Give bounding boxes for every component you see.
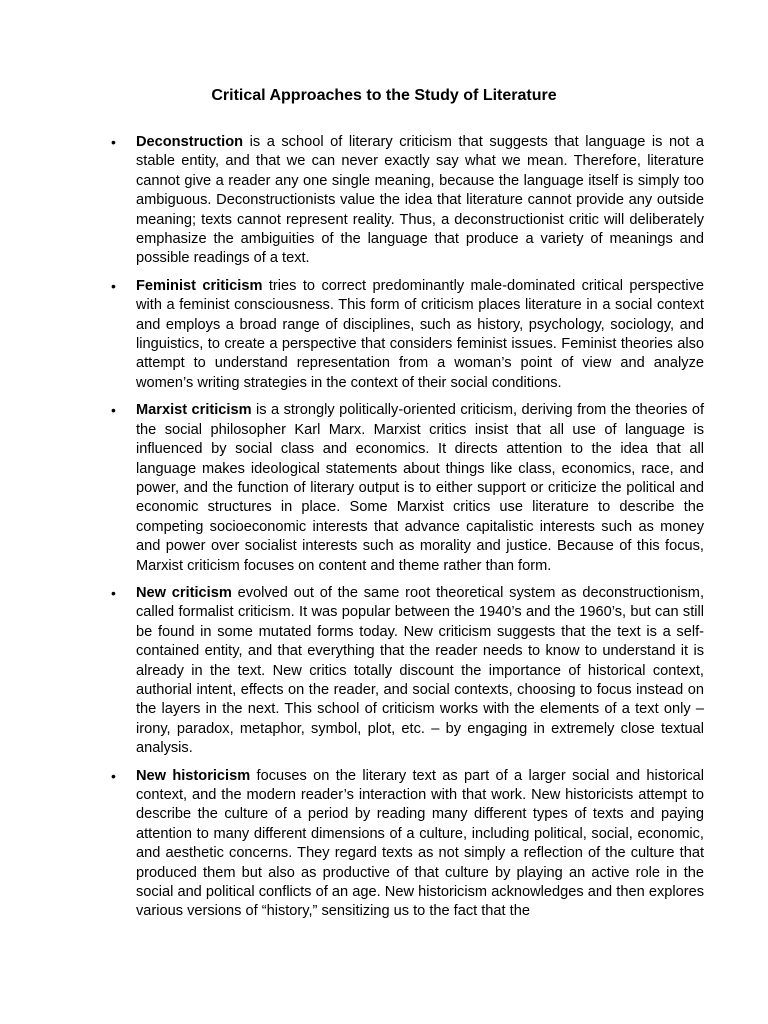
term-marxist-criticism: Marxist criticism [136, 402, 252, 419]
term-new-criticism: New criticism [136, 584, 232, 601]
list-item-new-criticism [108, 584, 704, 759]
term-new-historicism: New historicism [136, 767, 251, 784]
bullet-icon: • [111, 402, 116, 419]
bullet-icon: • [111, 134, 116, 150]
bullet-icon: • [111, 277, 116, 294]
description-new-criticism: evolved out of the same root theoretical system as deconstructionism, called formalist criticism. It was popular between the 1940’s and the 1960’s, but can still be found in some mutated forms today. New criticism suggests that the text is a self-contained entity, and that everything that the reader needs to know to understand it is already in the text. New critics totally discount the importance of historical context, authorial intent, effects on the reader, and social contexts, choosing to focus instead on the layers in the next. This school of criticism works with the elements of a text only – irony, paradox, metaphor, symbol, plot, etc. – by engaging in extremely close textual analysis. [136, 584, 705, 757]
term-feminist-criticism: Feminist criticism [136, 277, 263, 294]
list-item-marxist-criticism [108, 401, 704, 576]
list-item-new-historicism [108, 767, 704, 922]
bullet-icon: • [111, 767, 116, 784]
bullet-icon: • [111, 584, 116, 601]
term-deconstruction: Deconstruction [136, 134, 244, 150]
list-item-deconstruction [108, 133, 704, 269]
description-feminist-criticism: tries to correct predominantly male-dominated critical perspective with a feminist consciousness. This form of criticism places literature in a social context and employs a broad range of disciplines, such as history, psychology, sociology, and linguistics, to create a perspective that considers feminist issues. Feminist theories also attempt to understand representation from a woman’s point of view and analyze women’s writing strategies in the context of their social conditions. [136, 277, 704, 391]
description-marxist-criticism: is a strongly politically-oriented criticism, deriving from the theories of the social philosopher Karl Marx. Marxist critics insist that all use of language is influenced by social class and economics. It directs attention to the idea that all language makes ideological statements about things like class, economics, race, and power, and the function of literary output is to either support or criticize the political and economic structures in place. Some Marxist critics use literature to describe the competing socioeconomic interests that advance capitalistic interests such as money and power over socialist interests such as morality and justice. Because of this focus, Marxist criticism focuses on content and theme rather than form. [136, 402, 704, 574]
list-item-feminist-criticism [108, 277, 704, 393]
description-deconstruction: is a school of literary criticism that suggests that language is not a stable entity, and that we can never exactly say what we mean. Therefore, literature cannot give a reader any one single meaning, because the language itself is simply too ambiguous. Deconstructionists value the idea that literature cannot provide any outside meaning; texts cannot represent reality. Thus, a deconstructionist critic will deliberately emphasize the ambiguities of the language that produce a variety of meanings and possible readings of a text. [136, 134, 704, 267]
description-new-historicism: focuses on the literary text as part of a larger social and historical context, and the modern reader’s interaction with that work. New historicists attempt to describe the culture of a period by reading many different types of texts and paying attention to many different dimensions of a culture, including political, social, economic, and aesthetic concerns. They regard texts as not simply a reflection of the culture that produced them but also as productive of that culture by playing an active role in the social and political conflicts of an age. New historicism acknowledges and then explores various versions of “history,” sensitizing us to the fact that the [136, 767, 704, 920]
page-title: Critical Approaches to the Study of Literature [211, 87, 557, 104]
approaches-list [108, 133, 704, 930]
